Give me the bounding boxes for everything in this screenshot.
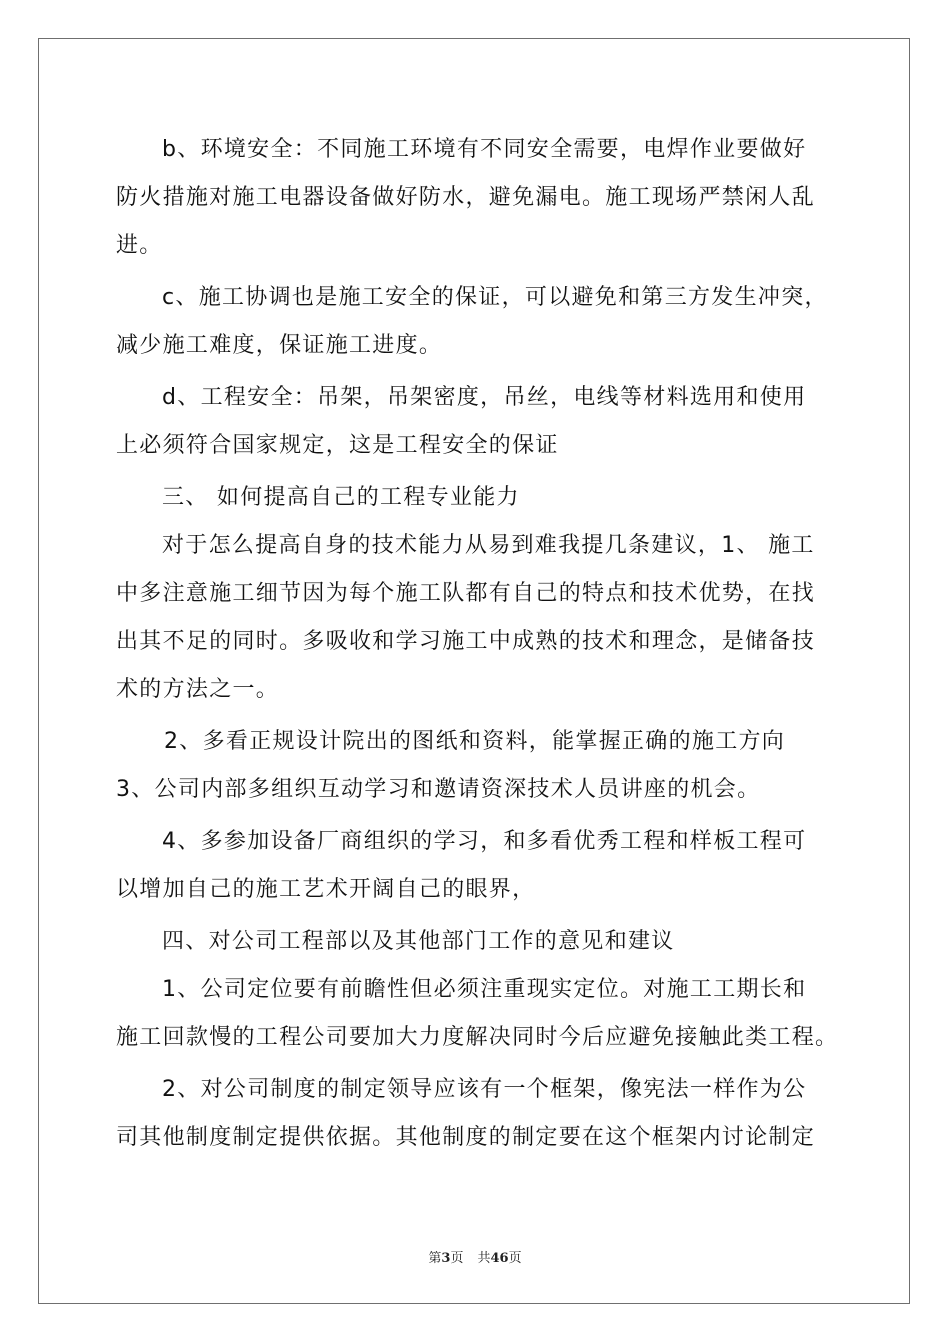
paragraph-line: 以增加自己的施工艺术开阔自己的眼界， <box>116 877 536 902</box>
paragraph-line: 中多注意施工细节因为每个施工队都有自己的特点和技术优势，在找 <box>116 581 816 606</box>
page-footer <box>0 1247 950 1266</box>
paragraph-line: 2、多看正规设计院出的图纸和资料，能掌握正确的施工方向 <box>164 729 786 754</box>
paragraph-line: 1、公司定位要有前瞻性但必须注重现实定位。对施工工期长和 <box>162 977 807 1002</box>
paragraph-line: 上必须符合国家规定，这是工程安全的保证 <box>116 433 559 458</box>
total-prefix: 共 <box>477 1251 491 1266</box>
paragraph-line: 2、对公司制度的制定领导应该有一个框架，像宪法一样作为公 <box>162 1077 807 1102</box>
paragraph-line: 4、多参加设备厂商组织的学习，和多看优秀工程和样板工程可 <box>162 829 807 854</box>
document-body <box>116 126 839 1162</box>
page-number: 3 <box>441 1251 451 1266</box>
total-pages: 46 <box>490 1251 509 1266</box>
page-prefix: 第 <box>428 1251 442 1266</box>
paragraph-line: 对于怎么提高自身的技术能力从易到难我提几条建议，1、 施工 <box>162 533 815 558</box>
paragraph-line: 进。 <box>116 233 163 258</box>
section-heading: 四、对公司工程部以及其他部门工作的意见和建议 <box>162 929 675 954</box>
total-unit: 页 <box>508 1251 522 1266</box>
paragraph-line: 减少施工难度，保证施工进度。 <box>116 333 443 358</box>
paragraph-line: 施工回款慢的工程公司要加大力度解决同时今后应避免接触此类工程。 <box>116 1025 839 1050</box>
page-unit: 页 <box>450 1251 464 1266</box>
paragraph-line: b、环境安全：不同施工环境有不同安全需要，电焊作业要做好 <box>162 137 807 162</box>
paragraph-line: 司其他制度制定提供依据。其他制度的制定要在这个框架内讨论制定 <box>116 1125 816 1150</box>
paragraph-line: 防火措施对施工电器设备做好防水，避免漏电。施工现场严禁闲人乱 <box>116 185 816 210</box>
paragraph-line: d、工程安全：吊架，吊架密度，吊丝，电线等材料选用和使用 <box>162 385 807 410</box>
paragraph-line: 出其不足的同时。多吸收和学习施工中成熟的技术和理念，是储备技 <box>116 629 816 654</box>
paragraph-line: c、施工协调也是施工安全的保证，可以避免和第三方发生冲突， <box>162 285 828 310</box>
paragraph-line: 术的方法之一。 <box>116 677 280 702</box>
paragraph-line: 3、公司内部多组织互动学习和邀请资深技术人员讲座的机会。 <box>116 777 761 802</box>
section-heading: 三、 如何提高自己的工程专业能力 <box>162 485 520 510</box>
